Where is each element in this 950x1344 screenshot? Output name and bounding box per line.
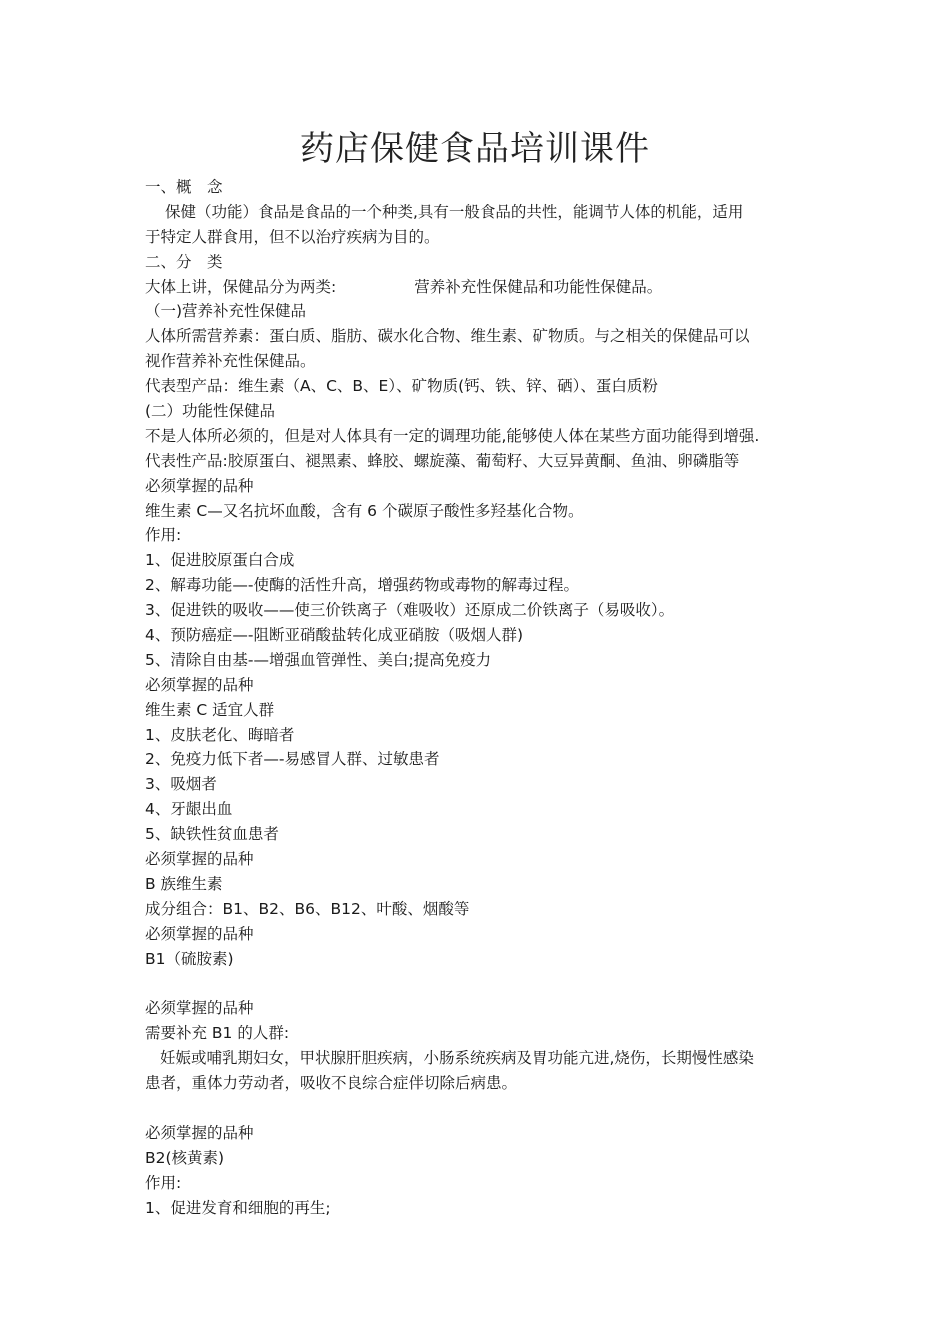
list-item: 2、解毒功能—-使酶的活性升高，增强药物或毒物的解毒过程。 xyxy=(145,576,579,595)
list-item: 4、牙龈出血 xyxy=(145,800,233,819)
blank-line xyxy=(145,972,815,997)
paragraph-line: 成分组合：B1、B2、B6、B12、叶酸、烟酸等 xyxy=(145,899,470,918)
paragraph-line: B 族维生素 xyxy=(145,874,223,893)
document-title: 药店保健食品培训课件 xyxy=(300,129,650,169)
paragraph-line: 代表型产品：维生素（A、C、B、E）、矿物质(钙、铁、锌、硒）、蛋白质粉 xyxy=(145,377,658,396)
paragraph-line: B1（硫胺素) xyxy=(145,949,234,968)
section-heading: 必须掌握的品种 xyxy=(145,999,254,1018)
section-heading: 二、分 类 xyxy=(145,252,223,271)
paragraph-line: 患者，重体力劳动者，吸收不良综合症伴切除后病患。 xyxy=(145,1074,518,1093)
list-item: 4、预防癌症—-阻断亚硝酸盐转化成亚硝胺（吸烟人群) xyxy=(145,626,524,645)
section-heading: 必须掌握的品种 xyxy=(145,476,254,495)
paragraph-line: 维生素 C—又名抗坏血酸，含有 6 个碳原子酸性多羟基化合物。 xyxy=(145,501,584,520)
paragraph-segment: 大体上讲，保健品分为两类: xyxy=(145,277,337,296)
blank-line xyxy=(145,1096,815,1121)
paragraph-line: 维生素 C 适宜人群 xyxy=(145,700,275,719)
paragraph-line: 作用: xyxy=(145,1173,182,1192)
list-item: 2、免疫力低下者—-易感冒人群、过敏患者 xyxy=(145,750,440,769)
section-heading: 必须掌握的品种 xyxy=(145,924,254,943)
section-heading: 必须掌握的品种 xyxy=(145,850,254,869)
paragraph-line: 人体所需营养素：蛋白质、脂肪、碳水化合物、维生素、矿物质。与之相关的保健品可以 xyxy=(145,327,750,346)
paragraph-line: 于特定人群食用，但不以治疗疾病为目的。 xyxy=(145,227,440,246)
paragraph-line xyxy=(145,275,815,300)
list-item: 5、清除自由基-—增强血管弹性、美白;提高免疫力 xyxy=(145,650,492,669)
document-body xyxy=(145,175,815,1220)
subsection-heading: （一)营养补充性保健品 xyxy=(145,302,307,321)
paragraph-line: 妊娠或哺乳期妇女，甲状腺肝胆疾病，小肠系统疾病及胃功能亢进,烧伤，长期慢性感染 xyxy=(160,1049,754,1068)
list-item: 1、促进胶原蛋白合成 xyxy=(145,551,295,570)
list-item: 5、缺铁性贫血患者 xyxy=(145,825,279,844)
paragraph-line: 需要补充 B1 的人群: xyxy=(145,1024,290,1043)
list-item: 3、吸烟者 xyxy=(145,775,217,794)
paragraph-line: 不是人体所必须的，但是对人体具有一定的调理功能,能够使人体在某些方面功能得到增强. xyxy=(145,426,760,445)
subsection-heading: (二）功能性保健品 xyxy=(145,402,276,421)
list-item: 3、促进铁的吸收——使三价铁离子（难吸收）还原成二价铁离子（易吸收）。 xyxy=(145,601,675,620)
section-heading: 必须掌握的品种 xyxy=(145,675,254,694)
list-item: 1、促进发育和细胞的再生; xyxy=(145,1198,331,1217)
paragraph-line: 视作营养补充性保健品。 xyxy=(145,352,316,371)
section-heading: 必须掌握的品种 xyxy=(145,1123,254,1142)
paragraph-line: B2(核黄素) xyxy=(145,1148,225,1167)
paragraph-line: 作用: xyxy=(145,526,182,545)
paragraph-line: 代表性产品:胶原蛋白、褪黑素、蜂胶、螺旋藻、葡萄籽、大豆异黄酮、鱼油、卵磷脂等 xyxy=(145,451,740,470)
paragraph-segment: 营养补充性保健品和功能性保健品。 xyxy=(414,277,663,296)
section-heading: 一、概 念 xyxy=(145,178,223,196)
list-item: 1、皮肤老化、晦暗者 xyxy=(145,725,295,744)
paragraph-line: 保健（功能）食品是食品的一个种类,具有一般食品的共性，能调节人体的机能，适用 xyxy=(165,202,744,221)
